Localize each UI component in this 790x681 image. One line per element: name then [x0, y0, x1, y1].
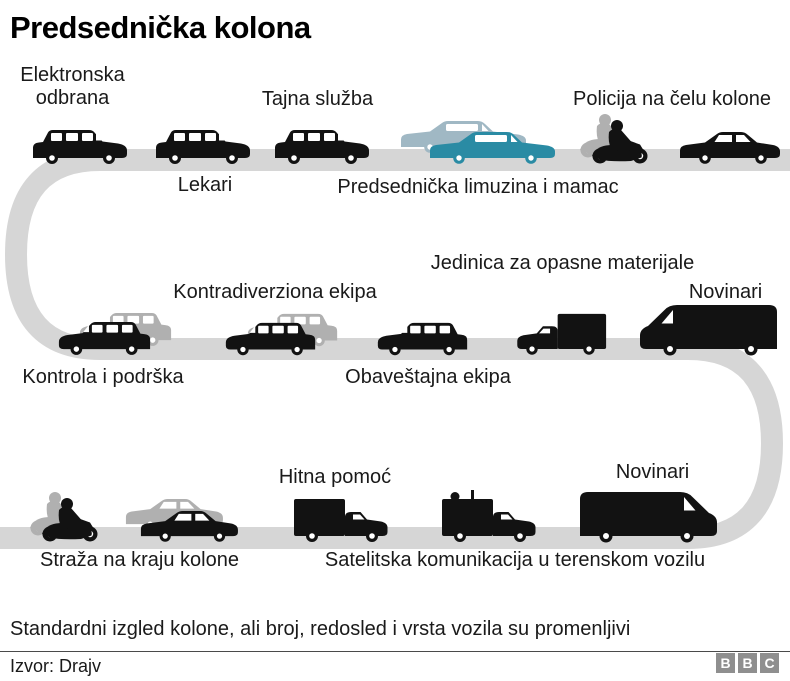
- bbc-logo-letter-b1: B: [716, 653, 735, 673]
- vehicle-jedinica-opasne-truck-icon: [517, 314, 606, 355]
- label-hitna-pomoc: Hitna pomoć: [278, 466, 392, 488]
- label-jedinica-opasne: Jedinica za opasne materijale: [430, 252, 695, 274]
- label-novinari-sredina: Novinari: [688, 281, 763, 303]
- vehicle-hitna-pomoc-truck-icon: [294, 499, 388, 542]
- footer-divider: [0, 651, 790, 652]
- label-policija-celo: Policija na čelu kolone: [573, 88, 771, 110]
- vehicle-novinari-van-kraj-icon: [580, 492, 717, 543]
- label-predsednicka-limuzina: Predsednička limuzina i mamac: [337, 176, 619, 198]
- label-obavestajna: Obaveštajna ekipa: [345, 366, 511, 388]
- page-title: Predsednička kolona: [10, 10, 311, 45]
- bbc-logo-letter-c: C: [760, 653, 779, 673]
- label-novinari-kraj: Novinari: [615, 461, 690, 483]
- label-straza-kraj: Straža na kraju kolone: [39, 549, 239, 571]
- label-tajna-sluzba: Tajna služba: [261, 88, 374, 110]
- vehicle-novinari-van-sredina-icon: [640, 305, 777, 356]
- bbc-logo-letter-b2: B: [738, 653, 757, 673]
- label-satelitska: Satelitska komunikacija u terenskom vozilu: [324, 549, 706, 571]
- bbc-logo: [716, 653, 779, 673]
- label-kontrola-podrska: Kontrola i podrška: [22, 366, 184, 388]
- label-elektronska-odbrana: Elektronska odbrana: [20, 64, 125, 109]
- label-lekari: Lekari: [177, 174, 233, 196]
- source-credit: Izvor: Drajv: [10, 656, 102, 676]
- footnote: Standardni izgled kolone, ali broj, redosled i vrsta vozila su promenljivi: [10, 618, 631, 640]
- label-kontradiverziona: Kontradiverziona ekipa: [173, 281, 377, 303]
- vehicle-satelitska-truck-icon: [442, 490, 536, 542]
